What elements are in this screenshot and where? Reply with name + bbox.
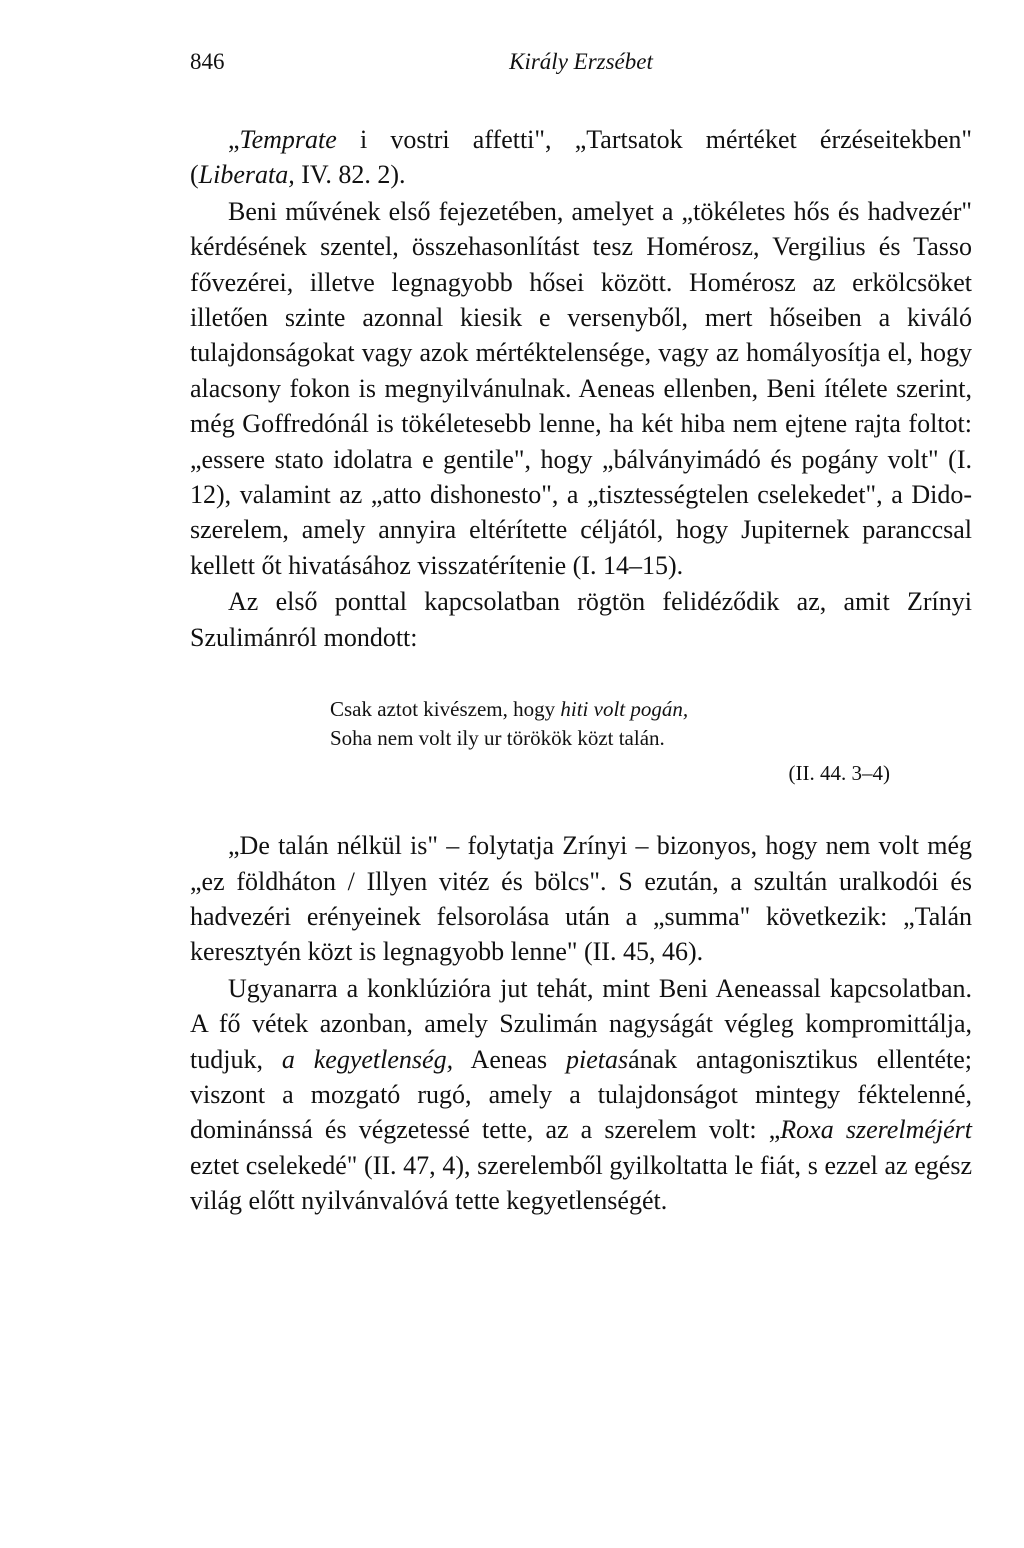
italic-term: pietas — [565, 1044, 629, 1074]
running-title: Király Erzsébet — [509, 49, 653, 74]
italic-phrase: a kegyetlenség, — [281, 1044, 454, 1074]
running-head — [190, 48, 972, 82]
text-span: Csak aztot kivészem, hogy — [330, 697, 561, 722]
paragraph-2: Beni művének első fejezetében, amelyet a „tökéletes hős és hadvezér" kérdésének szentel, összehasonlítást tesz Homérosz, Vergilius és Tasso fővezérei, illetve legnagyobb hősei között. Homérosz az erkölcsöket illetően szinte azonnal kiesik e versenyből, mert hőseiben a kiváló tulajdonságokat vagy azok mértéktelensége, vagy az homályosítja el, hogy alacsony fokon is megnyilvánulnak. Aeneas ellenben, Beni ítélete szerint, még Goffredónál is tökéletesebb lenne, ha két hiba nem ejtene rajta foltot: „essere stato idolatra e gentile", hogy „bálványimádó és pogány volt" (I. 12), valamint az „atto dishonesto", a „tisztességtelen cselekedet", a Dido-szerelem, amely annyira eltérítette céljától, hogy Jupiternek paranccsal kellett őt hivatásához visszatérítenie (I. 14–15). — [190, 196, 972, 580]
paragraph-1 — [190, 122, 972, 193]
paragraph-5 — [190, 971, 972, 1219]
italic-quote: Roxa szerelméjért — [780, 1115, 972, 1145]
page-number: 846 — [190, 49, 225, 74]
text-span: ának antagonisztikus ellentéte; viszont a mozgató rugó, amely a tulajdonságot mintegy féktelenné, dominánssá és végzetessé tette, az a szerelem volt: „ — [190, 1044, 972, 1145]
italic-term: Temprate — [239, 125, 337, 154]
verse-quote — [330, 695, 890, 788]
text-span: i vostri affetti", „Tartsatok mértéket érzéseitekben" ( — [190, 125, 972, 190]
text-span: eztet cselekedé" (II. 47, 4), szerelemből gyilkoltatta le fiát, s ezzel az egész világ előtt nyilvánvalóvá tette kegyetlenségét. — [190, 1150, 972, 1216]
verse-reference: (II. 44. 3–4) — [788, 761, 890, 786]
italic-source: Liberata, — [198, 160, 295, 190]
book-page — [190, 48, 972, 1220]
italic-phrase: hiti volt pogán, — [560, 697, 689, 722]
verse-line-2: Soha nem volt ily ur törökök közt talán. — [330, 726, 665, 751]
text-span: Aeneas — [453, 1044, 566, 1074]
verse-line-1 — [330, 695, 890, 724]
text-span: „ — [228, 125, 240, 154]
paragraph-3: Az első ponttal kapcsolatban rögtön felidéződik az, amit Zrínyi Szulimánról mondott: — [190, 587, 972, 652]
text-span: Ugyanarra a konklúzióra jut tehát, mint Beni Aeneassal kapcsolatban. A fő vétek azonban, amely Szulimán nagyságát végleg kompromittálja, tudjuk, — [190, 973, 972, 1074]
body-text — [190, 122, 972, 1219]
text-span: IV. 82. 2). — [294, 160, 406, 190]
paragraph-4: „De talán nélkül is" – folytatja Zrínyi – bizonyos, hogy nem volt még „ez földháton / Illyen vitéz és bölcs". S ezután, a szultán uralkodói és hadvezéri erényeinek felsorolása után a „summa" következik: „Talán keresztyén közt is legnagyobb lenne" (II. 45, 46). — [190, 831, 972, 967]
